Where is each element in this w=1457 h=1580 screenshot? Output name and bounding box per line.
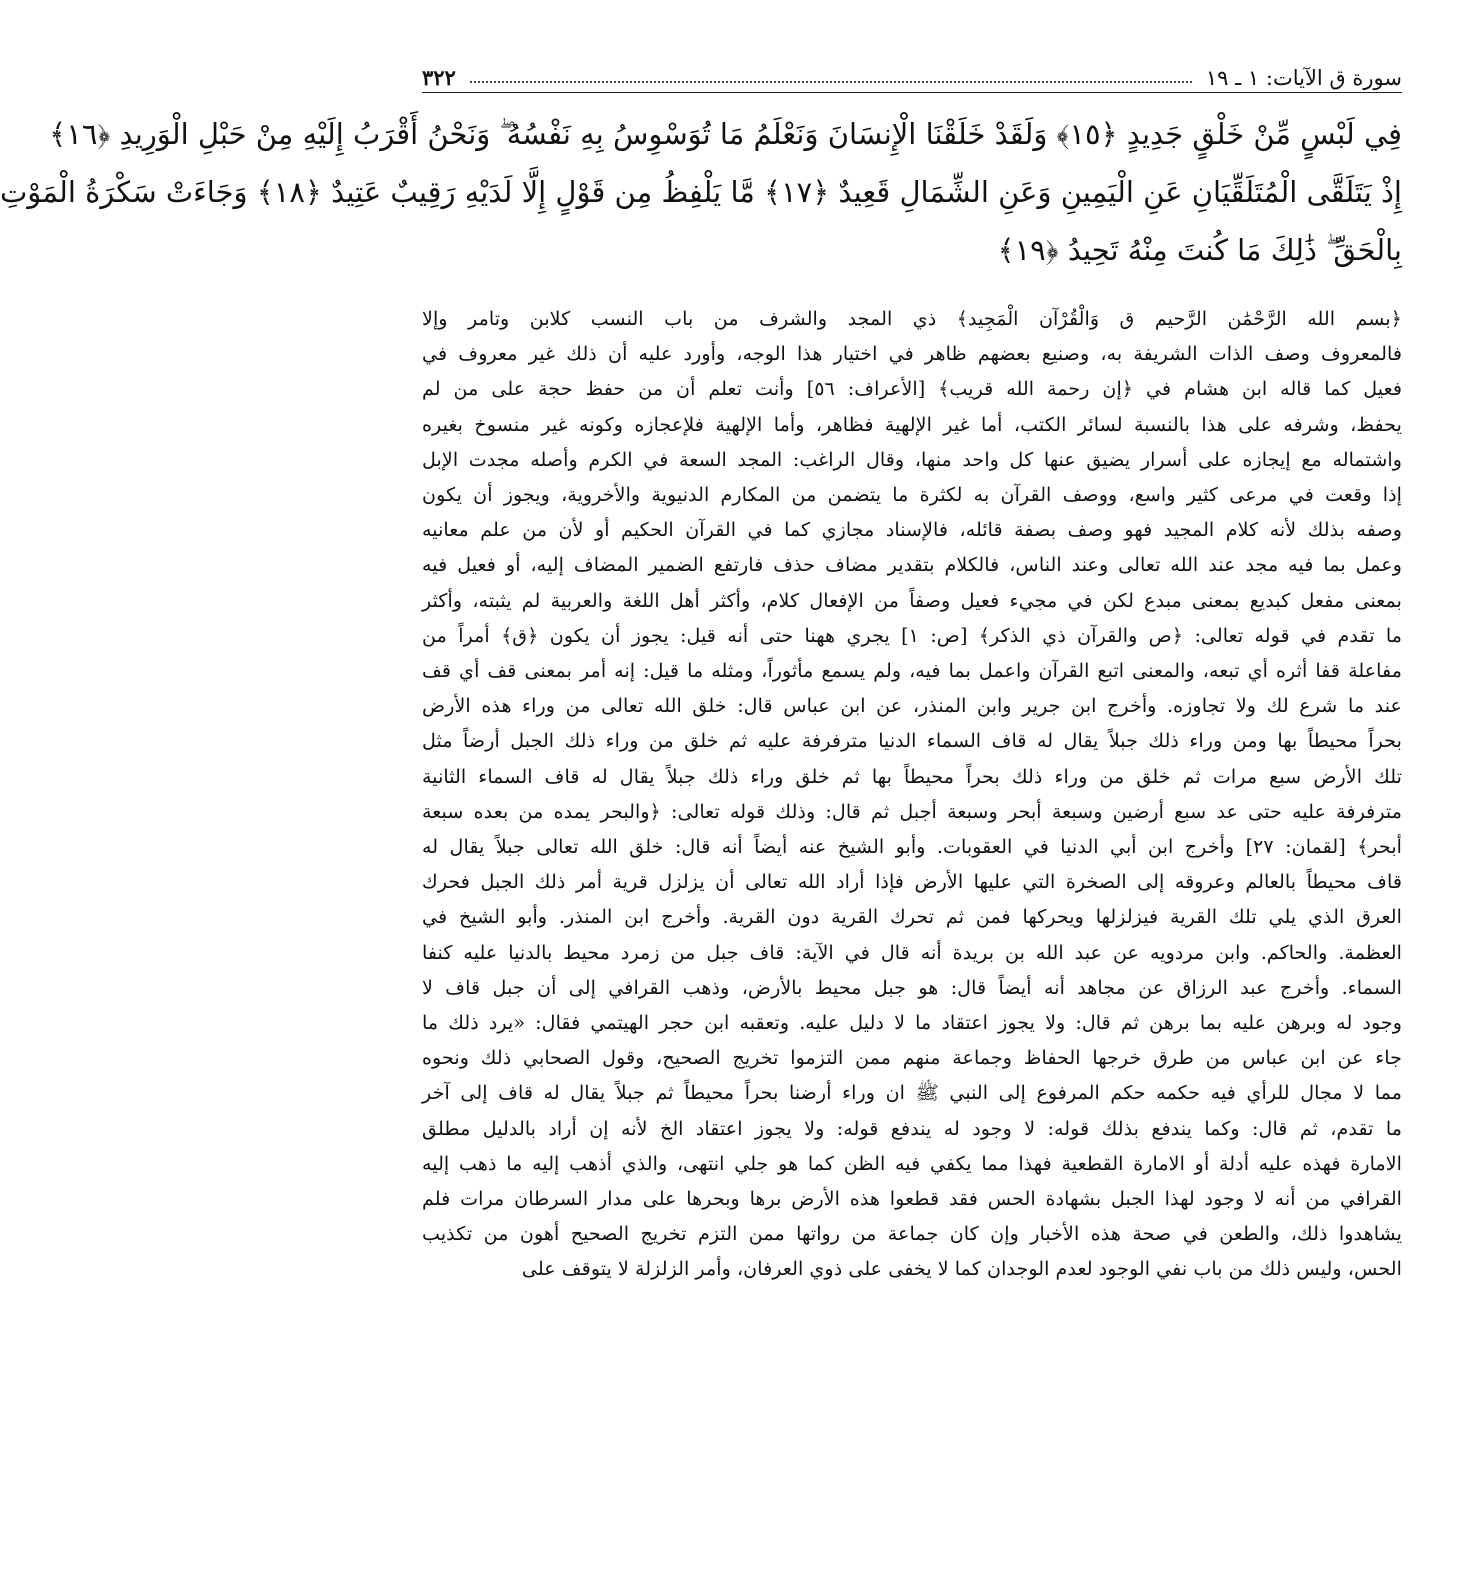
running-header — [422, 56, 1402, 93]
commentary-line: أبحر﴾ [لقمان: ٢٧] وأخرج ابن أبي الدنيا في العقوبات. وأبو الشيخ عنه أيضاً أنه قال: خلق الله تعالى جبلاً يقال له — [422, 835, 1402, 859]
commentary-line: ما تقدم، ثم قال: وكما يندفع بذلك قوله: لا وجود له يندفع قوله: ولا يجوز اعتقاد الخ لأنه إن أراد بالدليل مطلق — [422, 1116, 1402, 1140]
commentary-line: وجود له وبرهن عليه بما برهن ثم قال: ولا يجوز اعتقاد ما لا دليل عليه. وتعقبه ابن حجر الهيتمي فقال: «يرد ذلك ما — [422, 1011, 1402, 1035]
commentary-line: الامارة فهذه عليه أدلة أو الامارة القطعية فهذا مما يكفي فيه الظن كما هو جلي انتهى، والذي أذهب إليه ما ذهب إليه — [422, 1151, 1402, 1175]
verse-line: بِالْحَقِّ ۖ ذَٰلِكَ مَا كُنتَ مِنْهُ تَحِيدُ ﴿١٩﴾ — [997, 233, 1402, 267]
commentary-line: تلك الأرض سبع مرات ثم خلق من وراء ذلك بحراً محيطاً بها ثم خلق وراء ذلك جبلاً يقال له قاف السماء الثانية — [422, 764, 1402, 788]
surah-title: سورة ق الآيات: ١ ـ ١٩ — [1205, 66, 1402, 90]
commentary-line: العظمة. والحاكم. وابن مردويه عن عبد الله بن بريدة أنه قال في الآية: قاف جبل من زمرد محيط بالدنيا عليه كنفا — [422, 940, 1402, 964]
commentary-line: وعمل بما فيه مجد عند الله تعالى وعند الناس، فالكلام بتقدير مضاف حذف فارتفع الضمير المضاف إليه، أو فعيل فيه — [422, 553, 1402, 577]
commentary-line: الحس، وليس ذلك من باب نفي الوجود لعدم الوجدان كما لا يخفى على ذوي العرفان، وأمر الزلزلة لا يتوقف على — [521, 1257, 1402, 1281]
commentary-line: واشتماله مع إيجازه على أسرار يضيق عنها كل واحد منها، وقال الراغب: المجد السعة في الكرم وأصله مجدت الإبل — [422, 447, 1402, 471]
tafsir-commentary — [422, 301, 1402, 1287]
commentary-line: العرق الذي يلي تلك القرية فيزلزلها ويحركها فمن ثم تحرك القرية دون القرية. وأخرج ابن المنذر. وأبو الشيخ في — [422, 905, 1402, 929]
quran-verses — [0, 105, 1402, 279]
book-page — [0, 56, 1403, 1546]
commentary-line: بمعنى مفعل كبديع بمعنى مبدع لكن في مجيء فعيل وصفاً من الإفعال كلام، وأكثر أهل اللغة والعربية لم يثبته، وأكثر — [422, 588, 1402, 612]
commentary-line: جاء عن ابن عباس من طرق خرجها الحفاظ وجماعة منهم ممن التزموا تخريج الصحيح، وقول الصحابي ذلك ونحوه — [422, 1046, 1402, 1070]
commentary-line: عند ما شرع لك ولا تجاوزه. وأخرج ابن جرير وابن المنذر، عن ابن عباس قال: خلق الله تعالى من وراء هذه الأرض — [422, 694, 1402, 718]
commentary-line: فالمعروف وصف الذات الشريفة به، وصنيع بعضهم ظاهر في اختيار هذا الوجه، وأورد عليه أن ذلك غير معروف في — [422, 342, 1402, 366]
commentary-line: القرافي من أنه لا وجود لهذا الجبل بشهادة الحس فقد قطعوا هذه الأرض برها وبحرها على مدار السرطان مرات فلم — [422, 1187, 1402, 1211]
commentary-line: يشاهدوا ذلك، والطعن في صحة هذه الأخبار وإن كان جماعة من رواتها ممن التزم تخريج الصحيح أهون من تكذيب — [422, 1222, 1402, 1246]
commentary-line: مفاعلة قفا أثره أي تبعه، والمعنى اتبع القرآن واعمل بما فيه، ولم يسمع مأثوراً، ومثله ما قيل: إنه أمر بمعنى قف أي قف — [422, 659, 1402, 683]
commentary-line: مترفرفة عليه حتى عد سبع أرضين وسبعة أبحر وسبعة أجبل ثم قال: وذلك قوله تعالى: ﴿والبحر يمده من بعده سبعة — [422, 799, 1402, 823]
verse-line: إِذْ يَتَلَقَّى الْمُتَلَقِّيَانِ عَنِ الْيَمِينِ وَعَنِ الشِّمَالِ قَعِيدٌ ﴿١٧﴾ مَّا يَلْفِظُ مِن قَوْلٍ إِلَّا لَدَيْهِ رَقِيبٌ عَتِيدٌ ﴿١٨﴾ وَجَاءَتْ سَكْرَةُ الْمَوْتِ — [0, 175, 1402, 209]
page-number: ٣٢٢ — [422, 65, 456, 90]
commentary-line: فعيل كما قاله ابن هشام في ﴿إن رحمة الله قريب﴾ [الأعراف: ٥٦] وأنت تعلم أن من حفظ حجة على من لم — [422, 377, 1402, 401]
commentary-line: إذا وقعت في مرعى كثير واسع، ووصف القرآن به لكثرة ما يتضمن من المكارم الدنيوية والأخروية، ويجوز أن يكون — [422, 483, 1402, 507]
commentary-line: يحفظ، وشرفه على هذا بالنسبة لسائر الكتب، أما غير الإلهية فظاهر، وأما الإلهية فلإعجازه وكونه غير منسوخ بغيره — [422, 412, 1402, 436]
commentary-line: السماء. وأخرج عبد الرزاق عن مجاهد أنه أيضاً قال: هو جبل محيط بالأرض، وذهب القرافي إلى أن جبل قاف لا — [422, 975, 1402, 999]
commentary-line: قاف محيطاً بالعالم وعروقه إلى الصخرة التي عليها الأرض فإذا أراد الله تعالى أن يزلزل قرية أمر ذلك الجبل فحرك — [422, 870, 1402, 894]
commentary-line: ﴿بسم الله الرَّحْمَٰن الرَّحيم ق وَالْقُرْآن الْمَجِيد﴾ ذي المجد والشرف من باب النسب كلابن وتامر وإلا — [422, 307, 1402, 330]
commentary-line: ما تقدم في قوله تعالى: ﴿ص والقرآن ذي الذكر﴾ [ص: ١] يجري ههنا حتى أنه قيل: يجوز أن يكون ﴿ق﴾ أمراً من — [422, 623, 1403, 647]
verse-line: فِي لَبْسٍ مِّنْ خَلْقٍ جَدِيدٍ ﴿١٥﴾ وَلَقَدْ خَلَقْنَا الْإِنسَانَ وَنَعْلَمُ مَا تُوَسْوِسُ بِهِ نَفْسُهُ ۖ وَنَحْنُ أَقْرَبُ إِلَيْهِ مِنْ حَبْلِ الْوَرِيدِ ﴿١٦﴾ — [49, 117, 1402, 151]
commentary-line: مما لا مجال للرأي فيه حكمه حكم المرفوع إلى النبي ﷺ ان وراء أرضنا بحراً محيطاً ثم جبلاً يقال له قاف إلى آخر — [422, 1081, 1402, 1105]
commentary-line: بحراً محيطاً بها ومن وراء ذلك جبلاً يقال له قاف السماء الدنيا مترفرفة عليه ثم خلق من وراء ذلك الجبل أرضاً مثل — [422, 729, 1402, 753]
header-dot-leader — [470, 81, 1192, 83]
commentary-line: وصفه بذلك لأنه كلام المجيد فهو وصف بصفة قائله، فالإسناد مجازي كما في القرآن الحكيم أو لأن من علم معانيه — [422, 518, 1402, 542]
